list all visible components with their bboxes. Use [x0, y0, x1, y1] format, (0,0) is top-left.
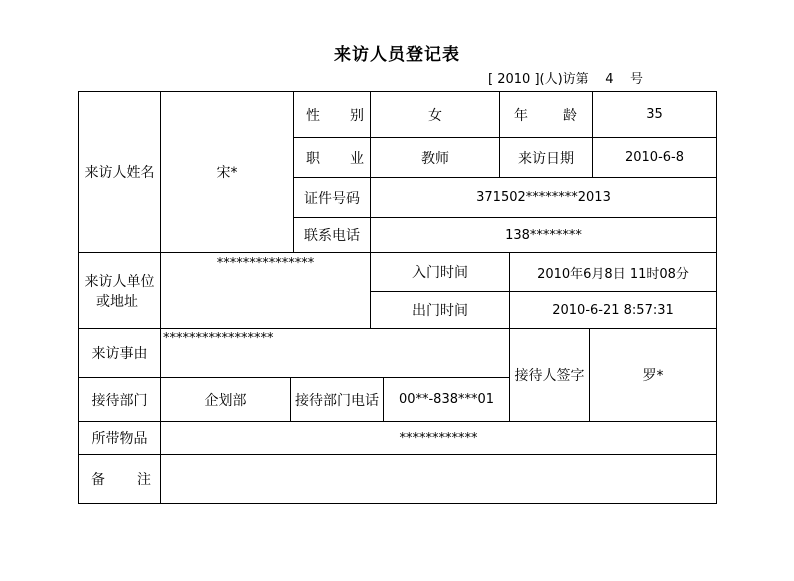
job-label-char-1: 职: [306, 150, 320, 167]
remarks-label: [91, 455, 151, 503]
items-value: ************: [399, 430, 478, 446]
doc-number-suffix: 号: [630, 72, 644, 87]
doc-number-close: ]: [534, 72, 540, 87]
reason-label: 来访事由: [91, 346, 148, 362]
document-number: [488, 68, 643, 87]
table-border-right: [716, 91, 717, 504]
visitor-name-value: 宋*: [216, 165, 238, 181]
gender-label: [306, 92, 364, 137]
table-border-bottom: [78, 503, 717, 504]
doc-number-prefix: (人)访第: [539, 72, 589, 87]
exit-time-value: 2010-6-21 8:57:31: [552, 302, 674, 318]
receiver-sign-label: 接待人签字: [514, 368, 585, 384]
gender-label-char-1: 性: [306, 107, 320, 124]
phone-label: 联系电话: [304, 228, 360, 244]
remarks-label-char-1: 备: [91, 472, 105, 488]
dept-phone-value: 00**-838***01: [398, 392, 495, 407]
unit-label-line-1: 来访人单位: [84, 273, 155, 290]
phone-value: 138********: [505, 227, 582, 243]
remarks-label-char-2: 注: [137, 472, 151, 488]
age-value: 35: [646, 107, 663, 122]
dept-value: 企划部: [204, 392, 247, 409]
id-number-label: 证件号码: [304, 190, 360, 207]
age-label-char-1: 年: [514, 107, 528, 124]
job-value: 教师: [421, 150, 449, 167]
remarks-value: [161, 455, 716, 503]
gender-label-char-2: 别: [350, 107, 364, 124]
form-title: 来访人员登记表: [334, 45, 460, 65]
visit-date-value: 2010-6-8: [624, 150, 684, 165]
entry-time-label: 入门时间: [412, 265, 468, 281]
doc-number-year: 2010: [497, 72, 531, 87]
unit-value: ***************: [216, 256, 315, 271]
job-label: [306, 138, 364, 177]
entry-time-value: 2010年6月8日 11时08分: [537, 266, 689, 282]
age-label: [514, 92, 577, 137]
receiver-sign-value: 罗*: [642, 368, 664, 384]
visitor-name-label: 来访人姓名: [84, 165, 155, 181]
gender-value: 女: [428, 107, 442, 124]
dept-label: 接待部门: [91, 392, 148, 409]
unit-label: [79, 253, 160, 328]
unit-label-line-2: 或地址: [96, 293, 138, 310]
reason-value: *****************: [163, 331, 274, 346]
doc-number-value: 4: [605, 72, 614, 87]
items-label: 所带物品: [91, 431, 148, 447]
visit-date-label: 来访日期: [518, 150, 574, 167]
age-label-char-2: 龄: [563, 107, 577, 124]
dept-phone-label: 接待部门电话: [295, 392, 379, 409]
exit-time-label: 出门时间: [412, 303, 468, 319]
id-number-value: 371502********2013: [476, 190, 611, 205]
job-label-char-2: 业: [350, 150, 364, 167]
doc-number-open: [: [488, 72, 494, 87]
